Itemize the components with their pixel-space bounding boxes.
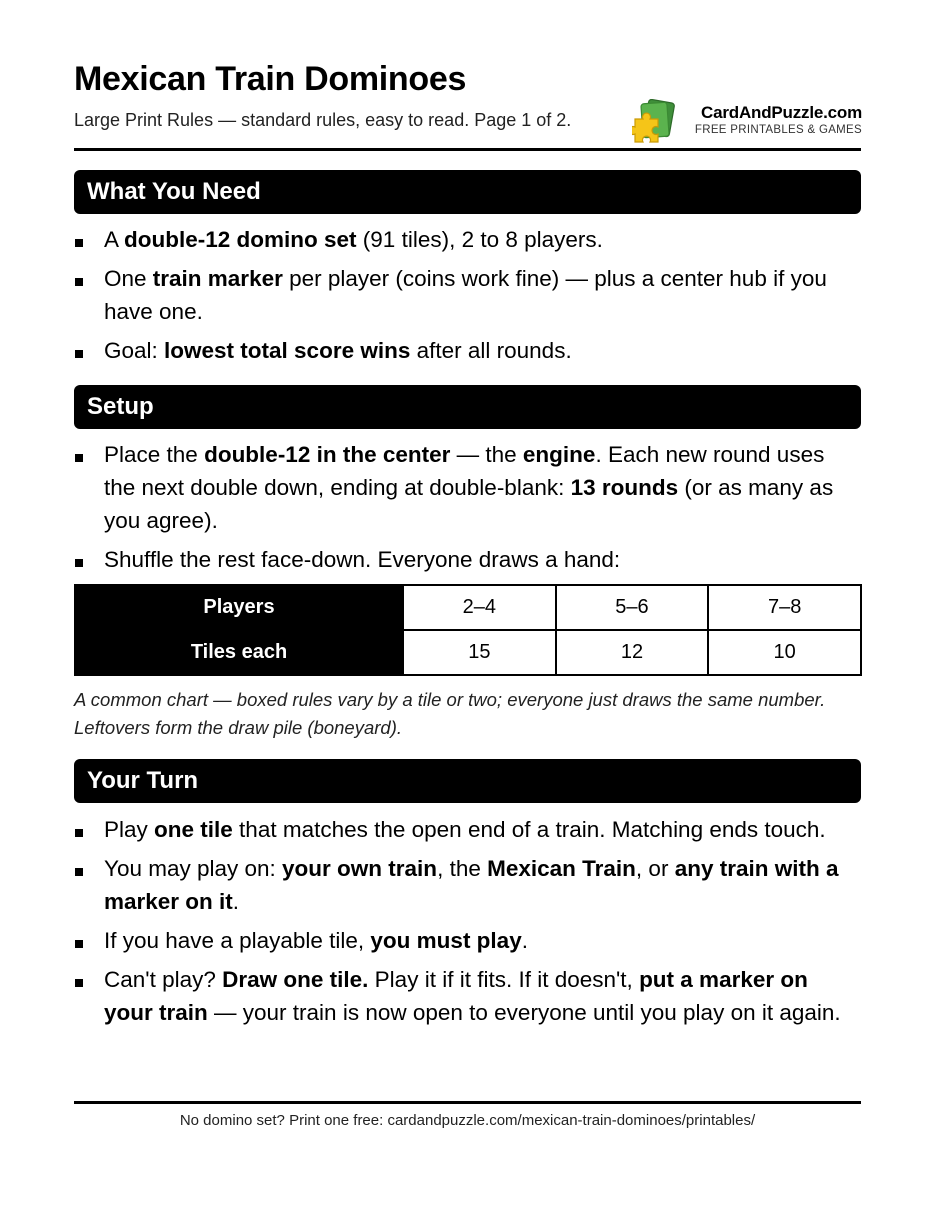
emphasis-text: any train with a marker on it <box>104 856 839 914</box>
header-divider <box>74 148 861 151</box>
what-you-need-list <box>74 223 861 373</box>
bullet-item <box>74 438 861 537</box>
emphasis-text: 13 rounds <box>570 475 679 500</box>
section-heading-what-you-need: What You Need <box>74 170 861 214</box>
table-note: A common chart — boxed rules vary by a tile or two; everyone just draws the same number. Leftovers form the draw pile (boneyard). <box>74 689 826 738</box>
puzzle-cards-icon <box>632 99 680 143</box>
body-text: — the <box>450 442 523 467</box>
body-text: . <box>521 928 528 953</box>
body-text: Shuffle the rest face-down. Everyone draws a hand: <box>104 547 621 572</box>
table-row-players <box>75 585 861 630</box>
bullet-square-icon <box>75 940 83 948</box>
body-text: . Each new round uses the next double down, ending at double-blank: <box>104 442 825 500</box>
bullet-item <box>74 334 861 367</box>
footer-link-text[interactable]: No domino set? Print one free: cardandpuzzle.com/mexican-train-dominoes/printables/ <box>179 1112 756 1129</box>
section-heading-setup: Setup <box>74 385 861 429</box>
table-cell: 2–4 <box>403 585 556 630</box>
page-subtitle: Large Print Rules — standard rules, easy to read. Page 1 of 2. <box>74 110 572 130</box>
bullet-item <box>74 262 861 328</box>
body-text: Place the <box>104 442 205 467</box>
bullet-square-icon <box>75 278 83 286</box>
emphasis-text: engine <box>522 442 596 467</box>
body-text: per player (coins work fine) — plus a center hub if you have one. <box>104 266 827 324</box>
brand-name: CardAndPuzzle.com <box>701 103 862 122</box>
body-text: If you have a playable tile, <box>104 928 371 953</box>
table-row-tiles <box>75 630 861 675</box>
body-text: Play <box>104 817 155 842</box>
emphasis-text: train marker <box>152 266 283 291</box>
body-text: Can't play? <box>104 967 223 992</box>
emphasis-text: Draw one tile. <box>222 967 369 992</box>
emphasis-text: one tile <box>154 817 233 842</box>
body-text: , or <box>635 856 675 881</box>
body-text: — your train is now open to everyone until you play on it again. <box>207 1000 841 1025</box>
body-text: A <box>104 227 125 252</box>
emphasis-text: Mexican Train <box>487 856 636 881</box>
tiles-per-player-table <box>74 584 862 676</box>
table-cell: 15 <box>403 630 556 675</box>
page-title: Mexican Train Dominoes <box>74 60 467 98</box>
emphasis-text: lowest total score wins <box>164 338 411 363</box>
emphasis-text: put a marker on your train <box>104 967 808 1025</box>
body-text: (91 tiles), 2 to 8 players. <box>356 227 603 252</box>
emphasis-text: double-12 domino set <box>124 227 357 252</box>
section-heading-your-turn: Your Turn <box>74 759 861 803</box>
body-text: , the <box>437 856 488 881</box>
bullet-square-icon <box>75 350 83 358</box>
bullet-item <box>74 963 861 1029</box>
table-cell: 7–8 <box>708 585 861 630</box>
table-cell: 12 <box>556 630 709 675</box>
footer-divider <box>74 1101 861 1104</box>
setup-list <box>74 438 861 582</box>
body-text: Play it if it fits. If it doesn't, <box>368 967 640 992</box>
emphasis-text: you must play <box>370 928 522 953</box>
body-text: (or as many as you agree). <box>104 475 834 533</box>
row-header-tiles-each: Tiles each <box>75 630 403 675</box>
brand-logo[interactable] <box>632 99 862 143</box>
body-text: after all rounds. <box>410 338 572 363</box>
body-text: . <box>232 889 240 914</box>
bullet-square-icon <box>75 829 83 837</box>
table-cell: 5–6 <box>556 585 709 630</box>
emphasis-text: double-12 in the center <box>204 442 451 467</box>
emphasis-text: your own train <box>282 856 438 881</box>
bullet-item <box>74 924 861 957</box>
your-turn-list <box>74 813 861 1035</box>
bullet-item <box>74 223 861 256</box>
bullet-item <box>74 813 861 846</box>
bullet-item <box>74 543 861 576</box>
body-text: One <box>104 266 153 291</box>
bullet-square-icon <box>75 239 83 247</box>
row-header-players: Players <box>75 585 403 630</box>
body-text: Goal: <box>104 338 165 363</box>
bullet-square-icon <box>75 559 83 567</box>
bullet-square-icon <box>75 868 83 876</box>
body-text: that matches the open end of a train. Matching ends touch. <box>232 817 826 842</box>
body-text: You may play on: <box>104 856 283 881</box>
bullet-item <box>74 852 861 918</box>
bullet-square-icon <box>75 979 83 987</box>
table-cell: 10 <box>708 630 861 675</box>
bullet-square-icon <box>75 454 83 462</box>
brand-tagline: FREE PRINTABLES & GAMES <box>694 124 862 136</box>
